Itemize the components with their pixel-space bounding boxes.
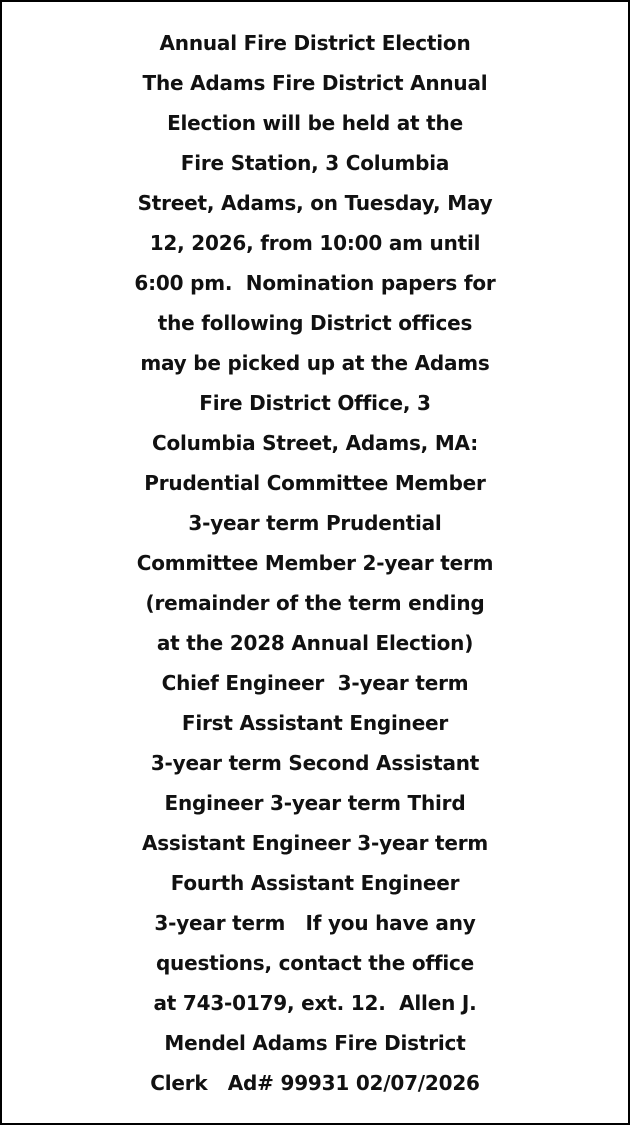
notice-text-line: at the 2028 Annual Election) (156, 631, 474, 655)
notice-text-line: (remainder of the term ending (145, 591, 485, 615)
notice-text-line: Street, Adams, on Tuesday, May (137, 191, 493, 215)
notice-signature-line: Clerk Ad# 99931 02/07/2026 (150, 1071, 480, 1095)
notice-text-line: Mendel Adams Fire District (164, 1031, 466, 1055)
notice-text-line: the following District offices (157, 311, 473, 335)
notice-text-line: 3-year term Second Assistant (150, 751, 480, 775)
notice-text-line: First Assistant Engineer (181, 711, 449, 735)
notice-text-line: 3-year term If you have any (154, 911, 476, 935)
notice-text-line: 3-year term Prudential (188, 511, 442, 535)
notice-text-line: Columbia Street, Adams, MA: (151, 431, 478, 455)
notice-text-line: questions, contact the office (155, 951, 475, 975)
notice-text-line: Election will be held at the (167, 111, 463, 135)
notice-text-line: Fourth Assistant Engineer (170, 871, 460, 895)
notice-text-line: Prudential Committee Member (144, 471, 486, 495)
notice-text-line: Fire Station, 3 Columbia (180, 151, 450, 175)
notice-text-line: The Adams Fire District Annual (142, 71, 488, 95)
notice-text-line: at 743-0179, ext. 12. Allen J. (153, 991, 477, 1015)
notice-text-line: Fire District Office, 3 (199, 391, 431, 415)
notice-text-line: 6:00 pm. Nomination papers for (134, 271, 496, 295)
notice-text-line: Chief Engineer 3-year term (161, 671, 469, 695)
notice-text-line: Assistant Engineer 3-year term (141, 831, 489, 855)
notice-text-line: Committee Member 2-year term (136, 551, 494, 575)
notice-text-line: 12, 2026, from 10:00 am until (149, 231, 481, 255)
notice-text-line: Engineer 3-year term Third (164, 791, 466, 815)
notice-title: Annual Fire District Election (159, 31, 471, 55)
notice-text-line: may be picked up at the Adams (140, 351, 490, 375)
